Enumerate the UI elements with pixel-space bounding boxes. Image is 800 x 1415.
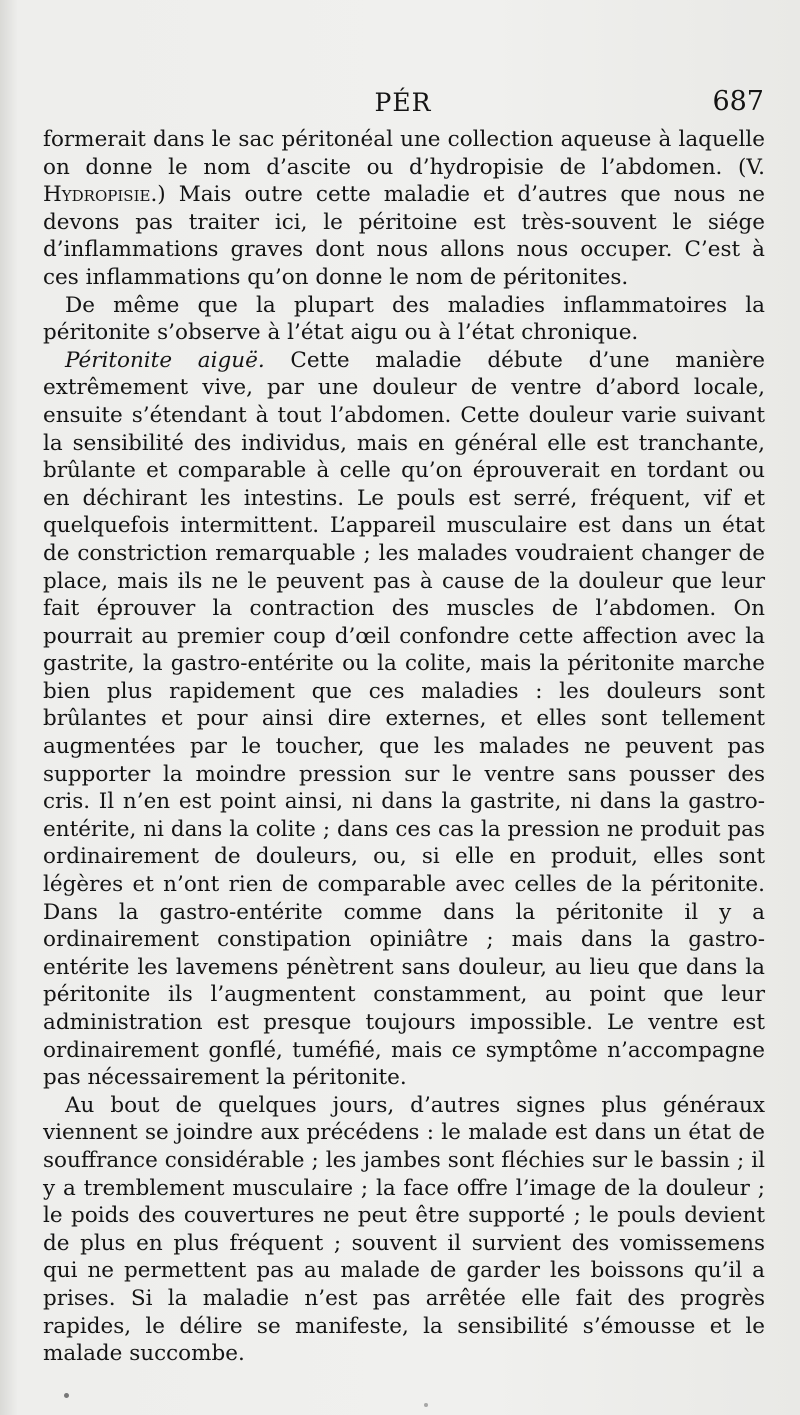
paragraph-text: Cette maladie débute d’une manière extrêmement vive, par une douleur de ventre d’abord locale, ensuite s’étendant à tout l’abdomen. Cette douleur varie suivant la sensibilité des individus, mais en général elle est tranchante, brûlante et comparable à celle qu’on éprouverait en tordant ou en déchirant les intestins. Le pouls est serré, fréquent, vif et quelquefois intermittent. L’appareil musculaire est dans un état de constriction remarquable ; les malades voudraient changer de place, mais ils ne le peuvent pas à cause de la douleur que leur fait éprouver la contraction des muscles de l’abdomen. On pourrait au premier coup d’œil confondre cette affection avec la gastrite, la gastro-entérite ou la colite, mais la péritonite marche bien plus rapidement que ces maladies : les douleurs sont brûlantes et pour ainsi dire externes, et elles sont tellement augmentées par le toucher, que les malades ne peuvent pas supporter la moindre pression sur le ventre sans pousser des cris. Il n’en est point ainsi, ni dans la gastrite, ni dans la gastro-entérite, ni dans la colite ; dans ces cas la pression ne produit pas ordinairement de douleurs, ou, si elle en produit, elles sont légères et n’ont rien de comparable avec celles de la péritonite. Dans la gastro-entérite comme dans la péritonite il y a ordinairement constipation opiniâtre ; mais dans la gastro-entérite les lavemens pénètrent sans douleur, au lieu que dans la péritonite ils l’augmentent constamment, au point que leur administration est presque toujours impossible. Le ventre est ordinairement gonflé, tuméfié, mais ce symptôme n’accompagne pas nécessairement la péritonite. [43, 347, 765, 1091]
cross-reference: Hydropisie. [43, 182, 158, 208]
text-body [43, 126, 765, 1368]
paragraph-forms [43, 292, 765, 347]
running-head: PÉR [374, 88, 432, 117]
ink-speck [424, 1403, 428, 1407]
ink-speck [64, 1393, 69, 1398]
page-number: 687 [712, 86, 764, 117]
paragraph-ascite [43, 126, 765, 292]
paragraph-text: De même que la plupart des maladies inflammatoires la péritonite s’observe à l’état aigu ou à l’état chronique. [43, 292, 765, 346]
paragraph-acute-peritonitis [43, 347, 765, 1092]
paragraph-text: ) Mais outre cette maladie et d’autres que nous ne devons pas traiter ici, le péritoine est très-souvent le siége d’inflammations graves dont nous allons nous occuper. C’est à ces inflammations qu’on donne le nom de péritonites. [43, 182, 765, 290]
paragraph-text: formerait dans le sac péritonéal une collection aqueuse à laquelle on donne le nom d’ascite ou d’hydropisie de l’abdomen. (V. [43, 127, 765, 180]
paragraph-progression [43, 1092, 765, 1368]
section-heading: Péritonite aiguë. [65, 347, 265, 373]
page-header [42, 84, 764, 124]
paragraph-text: Au bout de quelques jours, d’autres signes plus généraux viennent se joindre aux précédens : le malade est dans un état de souffrance considérable ; les jambes sont fléchies sur le bassin ; il y a tremblement musculaire ; la face offre l’image de la douleur ; le poids des couvertures ne peut être supporté ; le pouls devient de plus en plus fréquent ; souvent il survient des vomissemens qui ne permettent pas au malade de garder les boissons qu’il a prises. Si la maladie n’est pas arrêtée elle fait des progrès rapides, le délire se manifeste, la sensibilité s’émousse et le malade succombe. [43, 1092, 765, 1367]
